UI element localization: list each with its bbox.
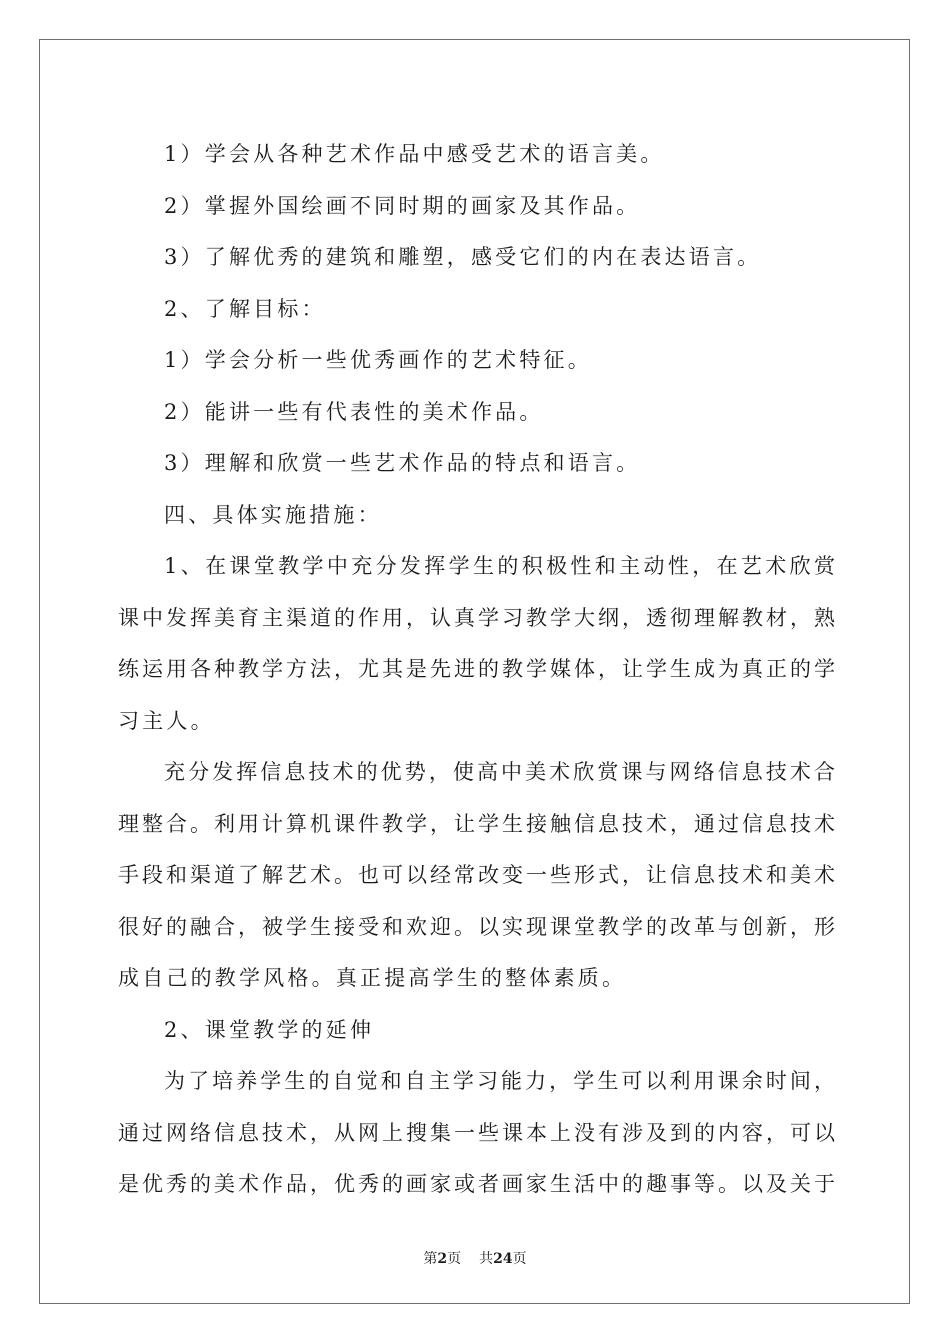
paragraph-line: 充分发挥信息技术的优势，使高中美术欣赏课与网络信息技术合 (164, 760, 835, 784)
document-body (118, 129, 835, 1211)
section-heading: 2、了解目标： (164, 296, 326, 321)
section-heading: 2、课堂教学的延伸 (164, 1017, 375, 1042)
paragraph-line: 课中发挥美育主渠道的作用，认真学习教学大纲，透彻理解教材，熟 (118, 605, 835, 630)
footer-total-suffix: 页 (512, 1251, 527, 1267)
paragraph-line: 2）掌握外国绘画不同时期的画家及其作品。 (164, 193, 641, 218)
paragraph-line: 2）能讲一些有代表性的美术作品。 (164, 399, 544, 424)
paragraph-line: 通过网络信息技术，从网上搜集一些课本上没有涉及到的内容，可以 (118, 1120, 835, 1145)
paragraph-line: 是优秀的美术作品，优秀的画家或者画家生活中的趣事等。以及关于 (118, 1172, 835, 1196)
paragraph-line: 3）理解和欣赏一些艺术作品的特点和语言。 (164, 451, 641, 475)
paragraph-line: 3）了解优秀的建筑和雕塑，感受它们的内在表达语言。 (164, 245, 762, 269)
paragraph-line: 练运用各种教学方法，尤其是先进的教学媒体，让学生成为真正的学 (118, 657, 835, 681)
paragraph-line: 手段和渠道了解艺术。也可以经常改变一些形式，让信息技术和美术 (118, 863, 835, 887)
footer-page-prefix: 第 (423, 1251, 438, 1267)
paragraph-line: 1、在课堂教学中充分发挥学生的积极性和主动性，在艺术欣赏 (164, 554, 835, 578)
page-footer (0, 1248, 950, 1268)
footer-total-prefix: 共 (479, 1251, 494, 1267)
paragraph-line: 很好的融合，被学生接受和欢迎。以实现课堂教学的改革与创新，形 (118, 914, 835, 939)
section-heading: 四、具体实施措施： (164, 502, 382, 527)
paragraph-line: 理整合。利用计算机课件教学，让学生接触信息技术，通过信息技术 (118, 811, 835, 836)
footer-page-suffix: 页 (447, 1251, 462, 1267)
paragraph-line: 成自己的教学风格。真正提高学生的整体素质。 (118, 966, 627, 990)
paragraph-line: 习主人。 (118, 708, 215, 733)
footer-page-number: 2 (437, 1251, 448, 1267)
paragraph-line: 1）学会分析一些优秀画作的艺术特征。 (164, 348, 592, 372)
paragraph-line: 1）学会从各种艺术作品中感受艺术的语言美。 (164, 142, 665, 166)
footer-total-pages: 24 (493, 1251, 513, 1267)
paragraph-line: 为了培养学生的自觉和自主学习能力，学生可以利用课余时间， (164, 1069, 835, 1093)
